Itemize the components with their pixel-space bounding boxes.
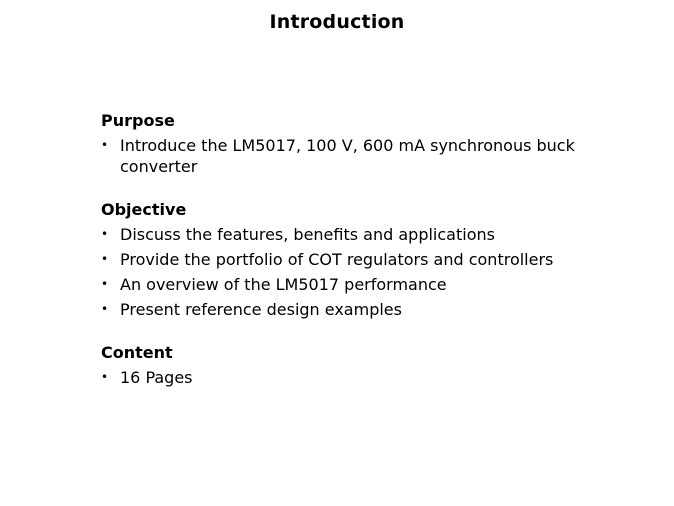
content-list: [101, 367, 621, 388]
objective-bullet-portfolio: • Provide the portfolio of COT regulators and controllers: [101, 249, 621, 270]
content-bullet-pages: • 16 Pages: [101, 367, 621, 388]
slide-content: [101, 110, 621, 410]
slide-title: Introduction: [269, 11, 405, 33]
objective-bullet-features: • Discuss the features, benefits and applications: [101, 224, 621, 245]
objective-bullet-overview: • An overview of the LM5017 performance: [101, 274, 621, 295]
objective-bullet-reference: • Present reference design examples: [101, 299, 621, 320]
content-heading: Content: [101, 343, 173, 362]
objective-heading: Objective: [101, 200, 187, 219]
content-section: [101, 342, 621, 388]
purpose-bullet: • Introduce the LM5017, 100 V, 600 mA synchronous buck converter: [101, 135, 590, 177]
objective-section: [101, 199, 621, 320]
purpose-list: [101, 135, 621, 177]
purpose-section: [101, 110, 621, 177]
objective-list: [101, 224, 621, 320]
purpose-heading: Purpose: [101, 111, 175, 130]
